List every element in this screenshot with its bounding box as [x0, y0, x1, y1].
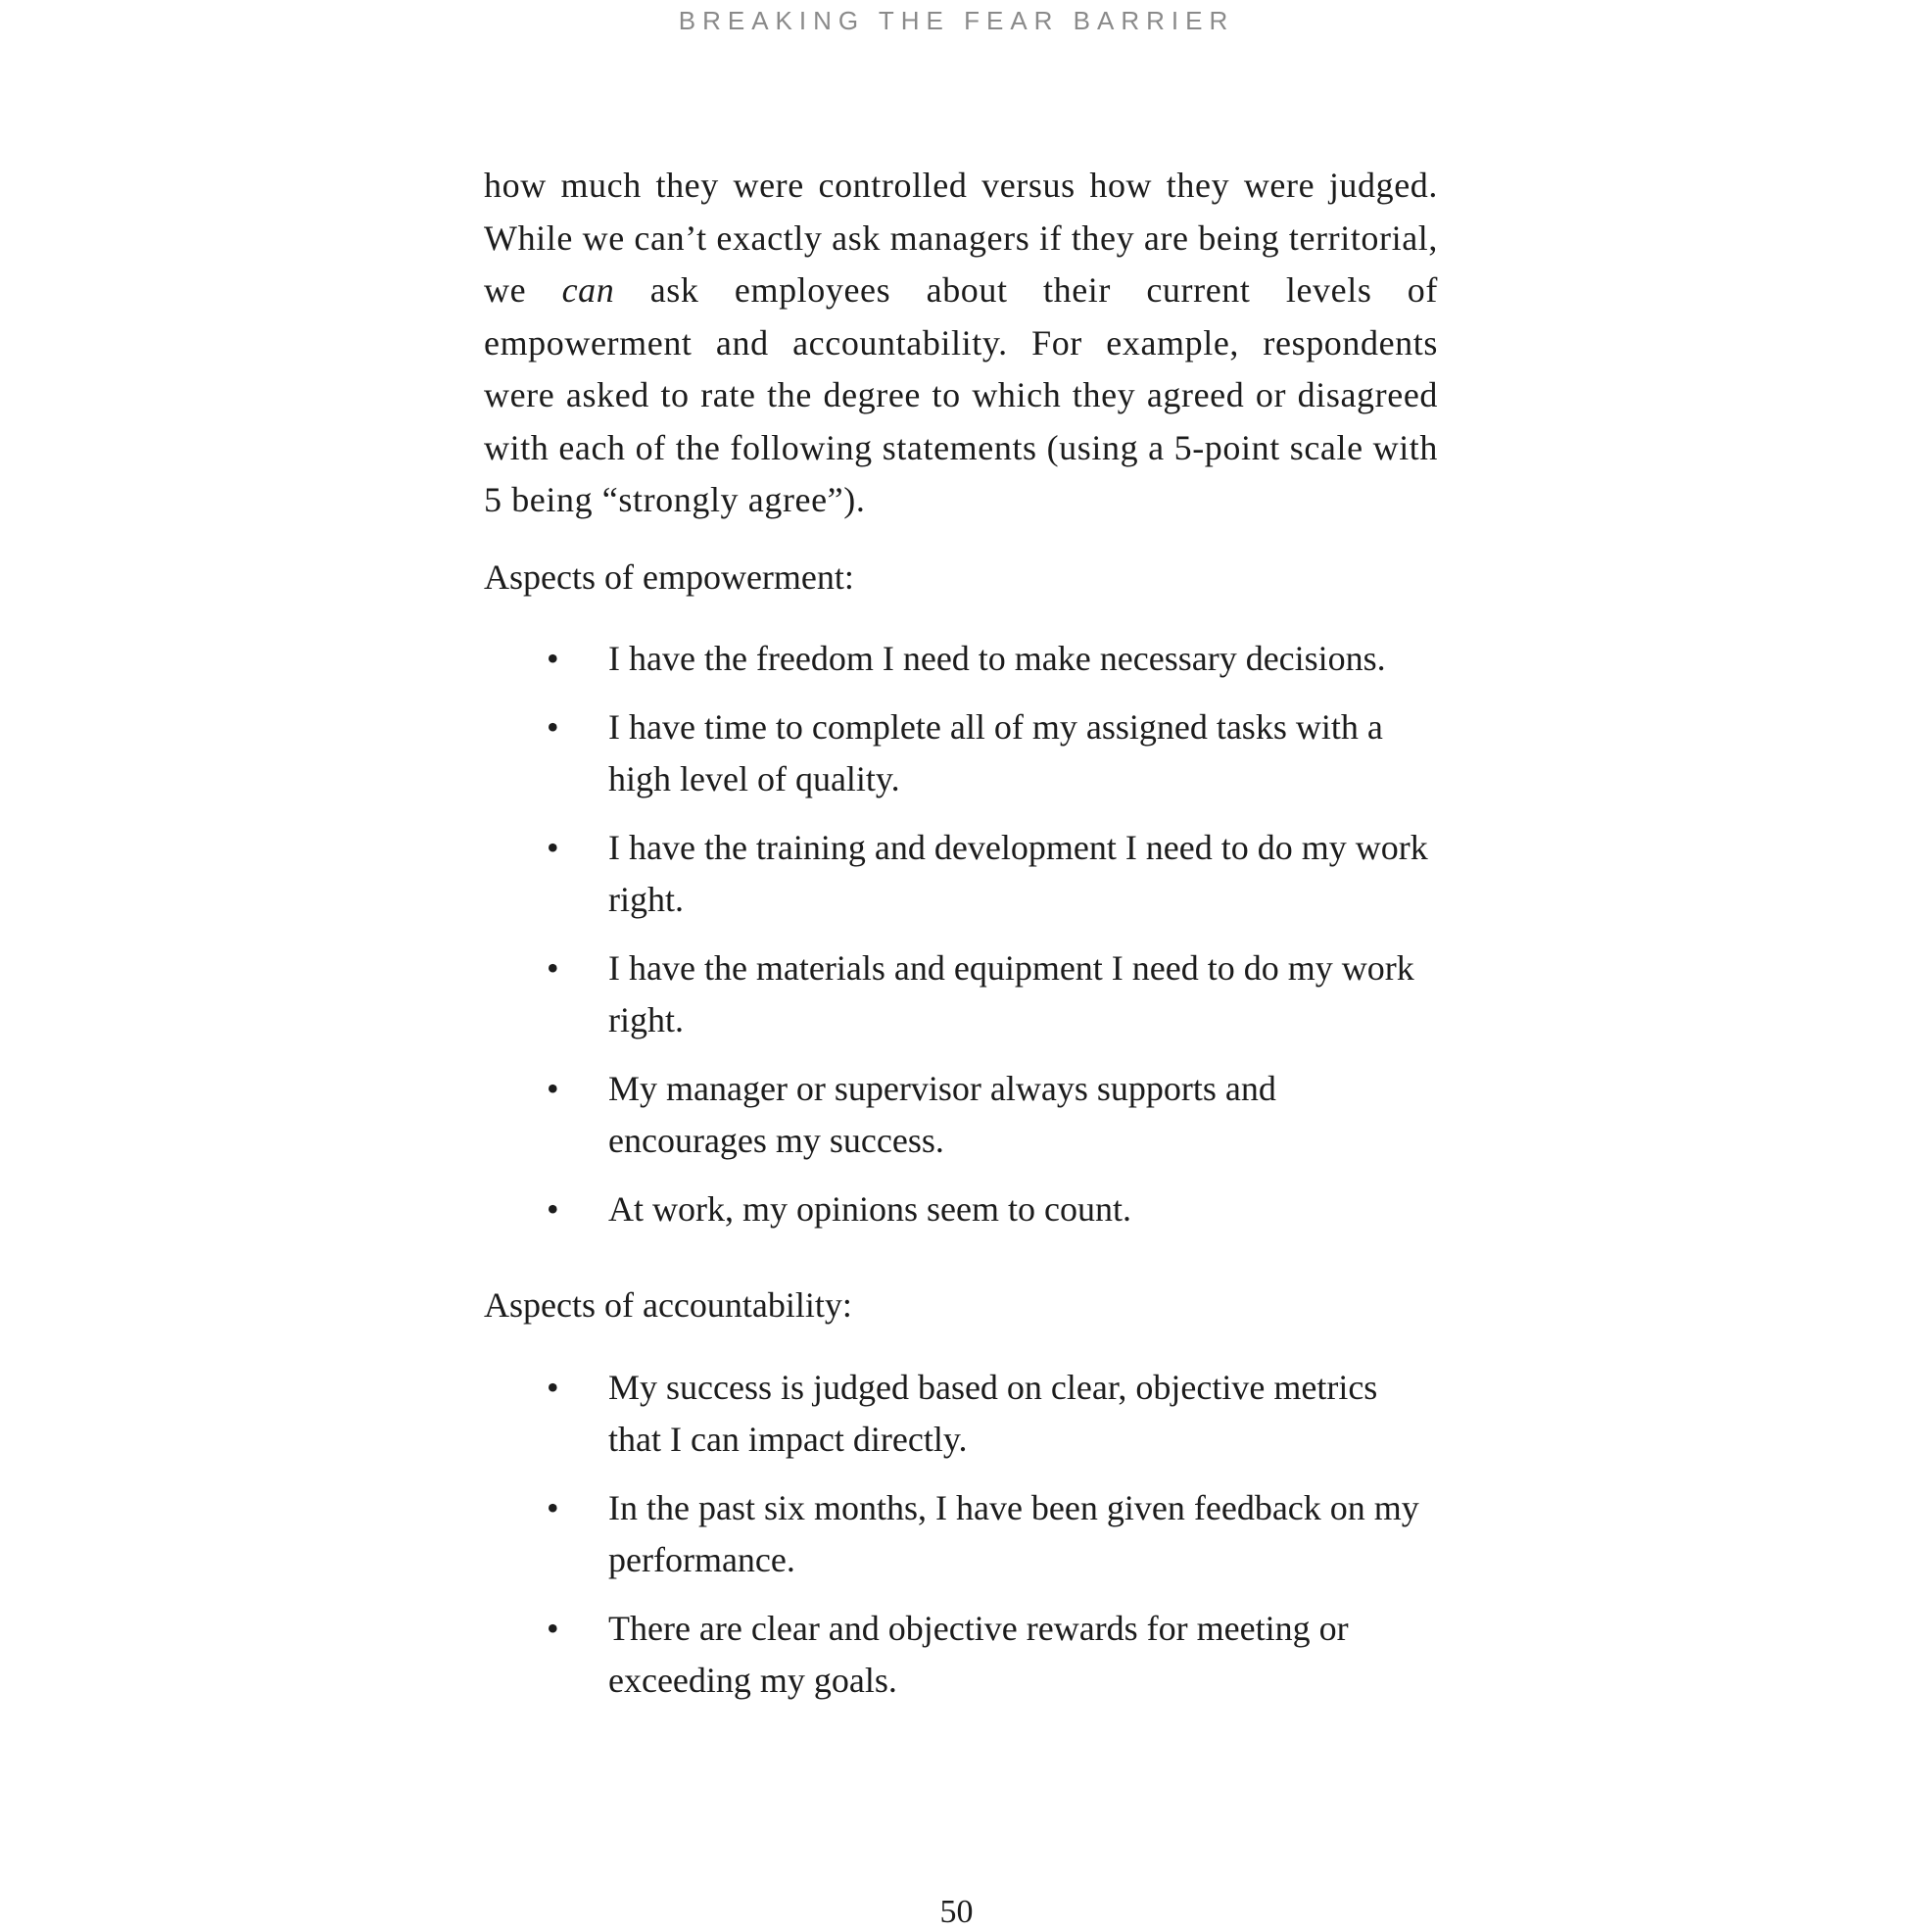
- list-item: [484, 1362, 1438, 1467]
- list-item: [484, 822, 1438, 927]
- intro-text-end: ask employees about their current levels of empowerment and accountability. For example, respondents were asked to rate the degree to which they agreed or disagreed with each of the following statements (using a 5-point scale with 5 being “strongly agree”).: [484, 270, 1438, 519]
- bullet-icon: •: [547, 1068, 559, 1108]
- bullet-icon: •: [547, 1608, 559, 1648]
- running-head: BREAKING THE FEAR BARRIER: [678, 6, 1235, 35]
- intro-paragraph: [484, 160, 1438, 527]
- list-item-text: My manager or supervisor always supports and encourages my success.: [608, 1068, 1276, 1160]
- intro-text-start: how much they were controlled versus how they were judged. While we can’t exactly ask managers if they are being territorial, we: [484, 166, 1438, 310]
- page-body: [484, 160, 1438, 1723]
- intro-emphasis: can: [561, 270, 615, 310]
- list-item: [484, 633, 1438, 686]
- list-item: [484, 1063, 1438, 1168]
- list-item-text: I have the materials and equipment I need to do my work right.: [608, 947, 1414, 1039]
- accountability-list: [484, 1362, 1438, 1708]
- accountability-heading: Aspects of accountability:: [484, 1285, 852, 1325]
- list-item: [484, 942, 1438, 1047]
- list-item-text: My success is judged based on clear, objective metrics that I can impact directly.: [608, 1367, 1378, 1459]
- empowerment-list: [484, 633, 1438, 1235]
- page-number: 50: [939, 1894, 974, 1930]
- list-item: [484, 701, 1438, 806]
- list-item: [484, 1482, 1438, 1587]
- list-item-text: I have the freedom I need to make necessary decisions.: [608, 639, 1386, 678]
- list-item-text: I have the training and development I need to do my work right.: [608, 827, 1428, 919]
- bullet-icon: •: [547, 1367, 559, 1407]
- bullet-icon: •: [547, 1188, 559, 1229]
- empowerment-heading: Aspects of empowerment:: [484, 556, 854, 597]
- bullet-icon: •: [547, 706, 559, 747]
- list-item-text: I have time to complete all of my assigned tasks with a high level of quality.: [608, 706, 1383, 798]
- list-item: [484, 1603, 1438, 1708]
- bullet-icon: •: [547, 639, 559, 678]
- bullet-icon: •: [547, 827, 559, 867]
- bullet-icon: •: [547, 1487, 559, 1527]
- list-item-text: In the past six months, I have been given feedback on my performance.: [608, 1487, 1419, 1579]
- bullet-icon: •: [547, 947, 559, 988]
- list-item-text: There are clear and objective rewards for meeting or exceeding my goals.: [608, 1608, 1349, 1700]
- list-item: [484, 1183, 1438, 1236]
- list-item-text: At work, my opinions seem to count.: [608, 1188, 1131, 1229]
